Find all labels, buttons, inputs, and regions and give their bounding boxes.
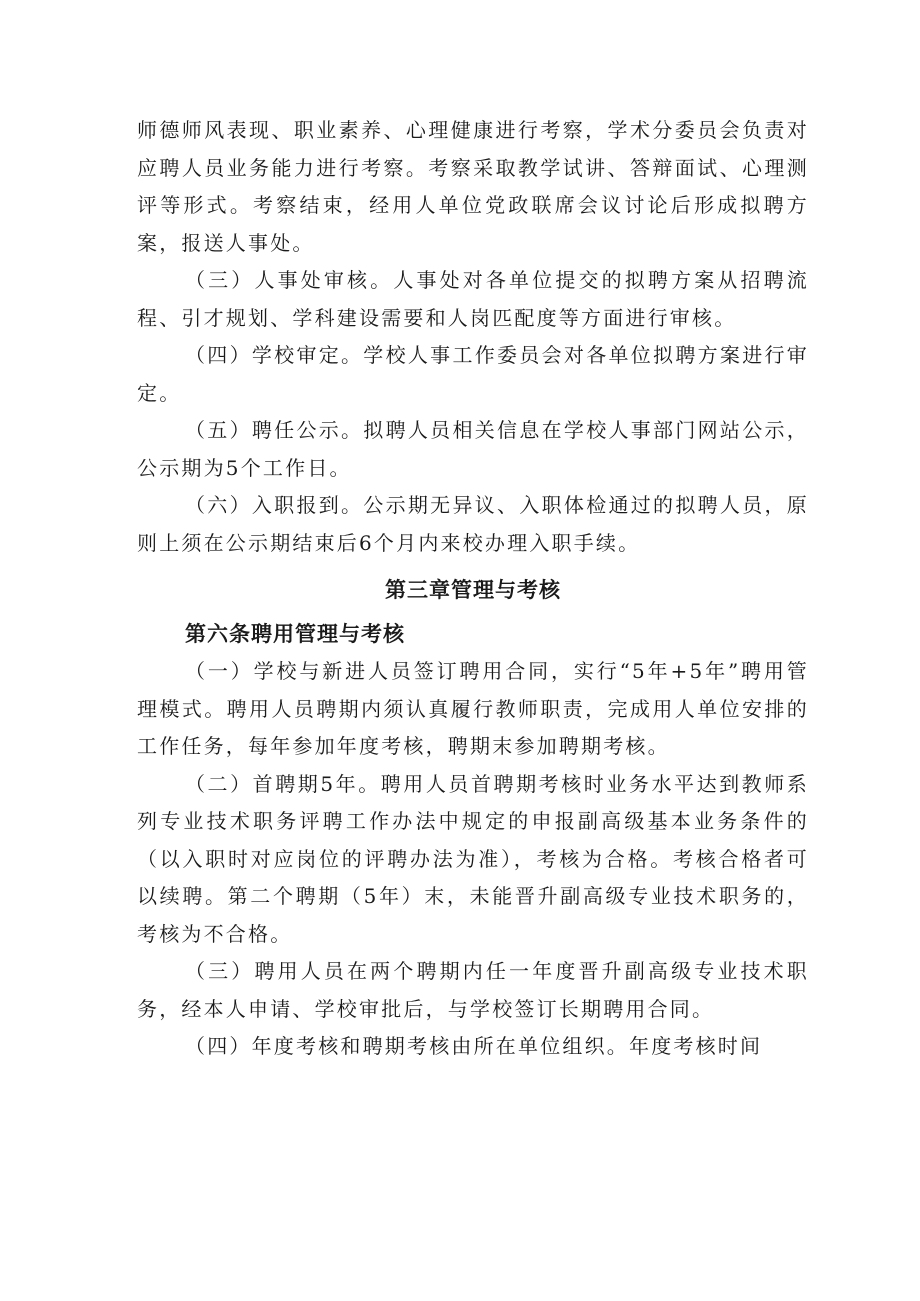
- paragraph-continuation: 师德师风表现、职业素养、心理健康进行考察，学术分委员会负责对应聘人员业务能力进行考察。考察采取教学试讲、答辩面试、心理测评等形式。考察结束，经用人单位党政联席会议讨论后形成拟聘方案，报送人事处。: [137, 118, 809, 255]
- paragraph-first-term: （二）首聘期5年。聘用人员首聘期考核时业务水平达到教师系列专业技术职务评聘工作办法中规定的申报副高级基本业务条件的（以入职时对应岗位的评聘办法为准），考核为合格。考核合格者可以续聘。第二个聘期（5年）末，未能晋升副高级专业技术职务的，考核为不合格。: [137, 771, 809, 946]
- document-body: [137, 112, 809, 1066]
- chapter-title: 第三章管理与考核: [385, 578, 561, 602]
- paragraph-long-term-contract: （三）聘用人员在两个聘期内任一年度晋升副高级专业技术职务，经本人申请、学校审批后，与学校签订长期聘用合同。: [137, 959, 809, 1021]
- paragraph-contract-model: （一）学校与新进人员签订聘用合同，实行“5年+5年”聘用管理模式。聘用人员聘期内须认真履行教师职责，完成用人单位安排的工作任务，每年参加年度考核，聘期末参加聘期考核。: [137, 659, 809, 758]
- paragraph-hr-review: （三）人事处审核。人事处对各单位提交的拟聘方案从招聘流程、引才规划、学科建设需要和人岗匹配度等方面进行审核。: [137, 268, 809, 330]
- paragraph-assessment: （四）年度考核和聘期考核由所在单位组织。年度考核时间: [185, 1034, 763, 1058]
- paragraph-school-approval: （四）学校审定。学校人事工作委员会对各单位拟聘方案进行审定。: [137, 343, 809, 405]
- article-title: 第六条聘用管理与考核: [185, 621, 405, 646]
- paragraph-onboarding: （六）入职报到。公示期无异议、入职体检通过的拟聘人员，原则上须在公示期结束后6个月内来校办理入职手续。: [137, 493, 809, 555]
- paragraph-public-notice: （五）聘任公示。拟聘人员相关信息在学校人事部门网站公示，公示期为5个工作日。: [137, 418, 809, 480]
